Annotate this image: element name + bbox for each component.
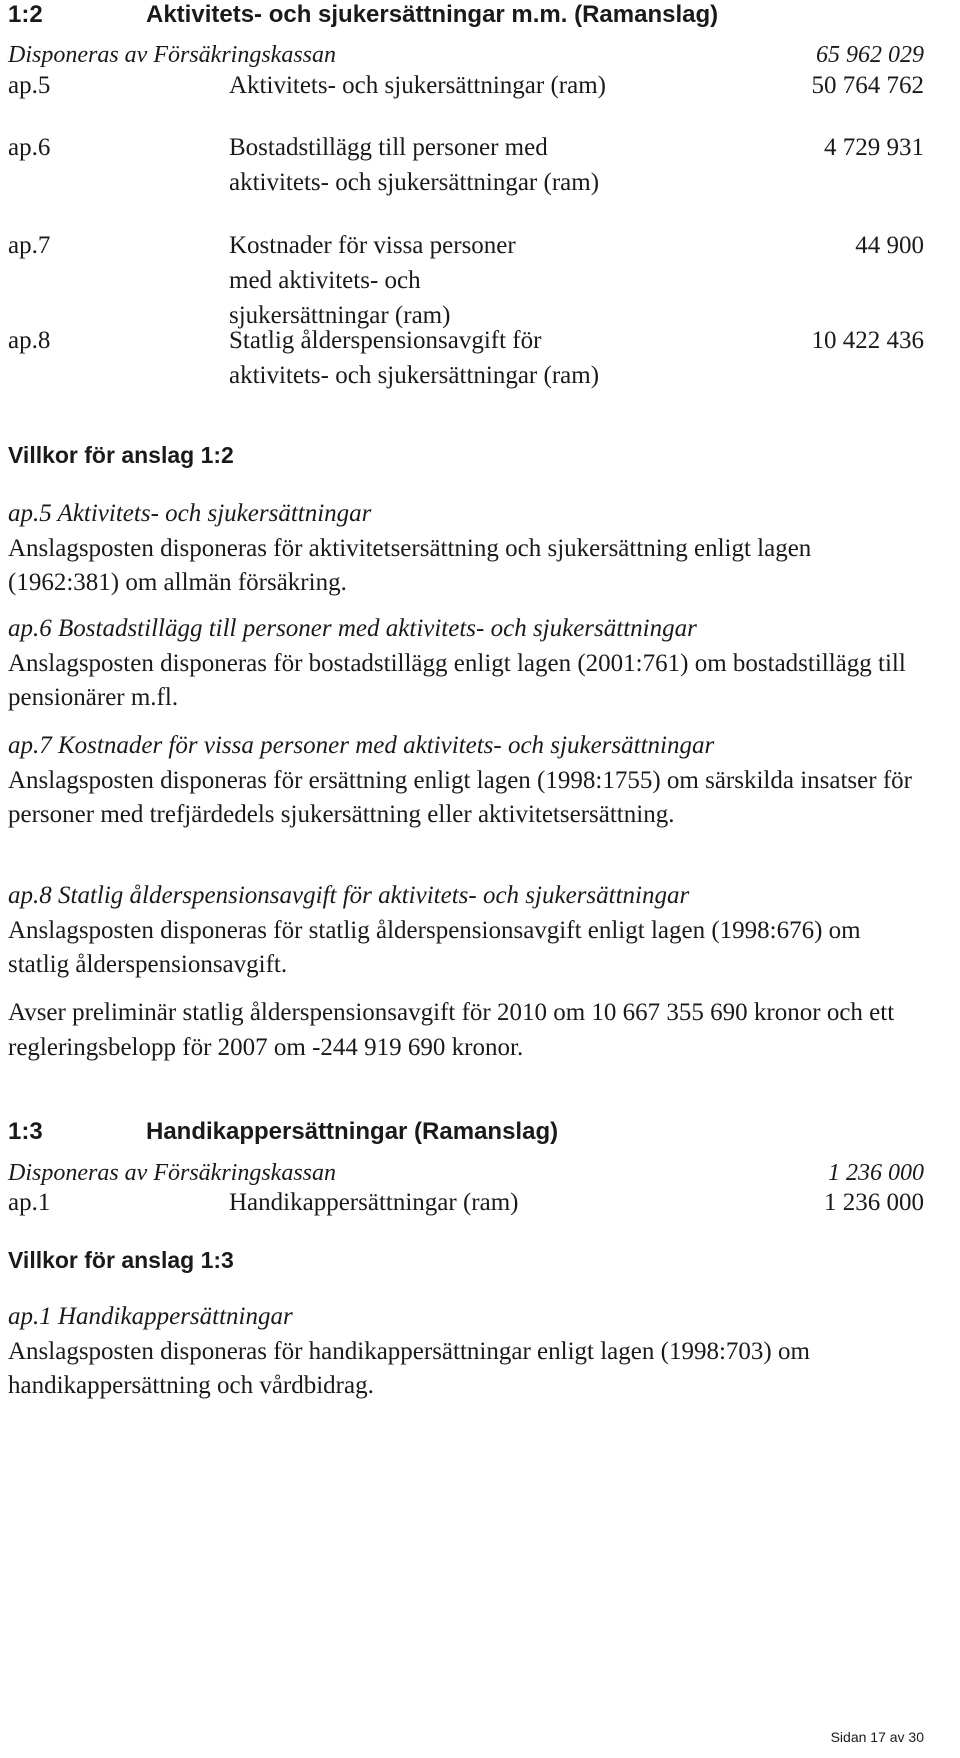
disposition-row [8, 1158, 924, 1188]
row-amount: 4 729 931 [824, 134, 924, 161]
row-code: ap.6 [8, 134, 51, 161]
paragraph [8, 1300, 924, 1404]
paragraph-heading: ap.5 Aktivitets- och sjukersättningar [8, 500, 372, 527]
row-amount: 50 764 762 [811, 72, 924, 99]
section-title: Handikappersättningar (Ramanslag) [146, 1118, 559, 1145]
row-description: Aktivitets- och sjukersättningar (ram) [229, 72, 606, 99]
paragraph-text: Anslagsposten disponeras för handikappersättningar enligt lagen (1998:703) om handikappersättning och vårdbidrag. [8, 1337, 810, 1399]
paragraph [8, 729, 924, 833]
disposition-label: Disponeras av Försäkringskassan [8, 1160, 336, 1186]
paragraph-text: Anslagsposten disponeras för aktivitetsersättning och sjukersättning enligt lagen (1962:381) om allmän försäkring. [8, 534, 812, 596]
paragraph-heading: ap.6 Bostadstillägg till personer med aktivitets- och sjukersättningar [8, 615, 697, 642]
paragraph-text: Anslagsposten disponeras för statlig ålderspensionsavgift enligt lagen (1998:676) om statlig ålderspensionsavgift. [8, 916, 861, 978]
paragraph [8, 879, 924, 983]
page-footer: Sidan 17 av 30 [830, 1729, 924, 1745]
paragraph-heading: ap.7 Kostnader för vissa personer med aktivitets- och sjukersättningar [8, 732, 715, 759]
paragraph-extra: Avser preliminär statlig ålderspensionsavgift för 2010 om 10 667 355 690 kronor och ett regleringsbelopp för 2007 om -244 919 690 kronor. [8, 999, 895, 1061]
row-code: ap.1 [8, 1189, 51, 1216]
section-title: Aktivitets- och sjukersättningar m.m. (Ramanslag) [146, 1, 719, 28]
row-code: ap.8 [8, 327, 51, 354]
row-description: Bostadstillägg till personer med aktivitets- och sjukersättningar (ram) [229, 134, 600, 196]
disposition-row [8, 40, 924, 70]
row-amount: 10 422 436 [811, 327, 924, 354]
section-heading-1-2 [8, 0, 924, 30]
paragraph-text: Anslagsposten disponeras för bostadstillägg enligt lagen (2001:761) om bostadstillägg till pensionärer m.fl. [8, 649, 906, 711]
row-code: ap.5 [8, 72, 51, 99]
conditions-heading: Villkor för anslag 1:3 [8, 1247, 234, 1273]
paragraph [8, 497, 924, 601]
paragraph [8, 612, 924, 716]
paragraph-text: Anslagsposten disponeras för ersättning enligt lagen (1998:1755) om särskilda insatser för personer med trefjärdedels sjukersättning eller aktivitetsersättning. [8, 766, 912, 828]
disposition-label: Disponeras av Försäkringskassan [8, 42, 336, 68]
conditions-heading: Villkor för anslag 1:2 [8, 442, 234, 468]
row-amount: 1 236 000 [824, 1189, 924, 1216]
section-heading-1-3 [8, 1117, 924, 1147]
row-description: Handikappersättningar (ram) [229, 1189, 519, 1216]
section-number: 1:2 [8, 1, 43, 28]
disposition-amount: 65 962 029 [816, 42, 924, 68]
row-description: Statlig ålderspensionsavgift för aktivitets- och sjukersättningar (ram) [229, 327, 600, 389]
section-number: 1:3 [8, 1118, 43, 1145]
paragraph-heading: ap.8 Statlig ålderspensionsavgift för aktivitets- och sjukersättningar [8, 882, 690, 909]
row-amount: 44 900 [855, 232, 924, 259]
row-description: Kostnader för vissa personer med aktivitets- och sjukersättningar (ram) [229, 232, 516, 329]
disposition-amount: 1 236 000 [828, 1160, 924, 1186]
paragraph-heading: ap.1 Handikappersättningar [8, 1303, 293, 1330]
row-code: ap.7 [8, 232, 51, 259]
